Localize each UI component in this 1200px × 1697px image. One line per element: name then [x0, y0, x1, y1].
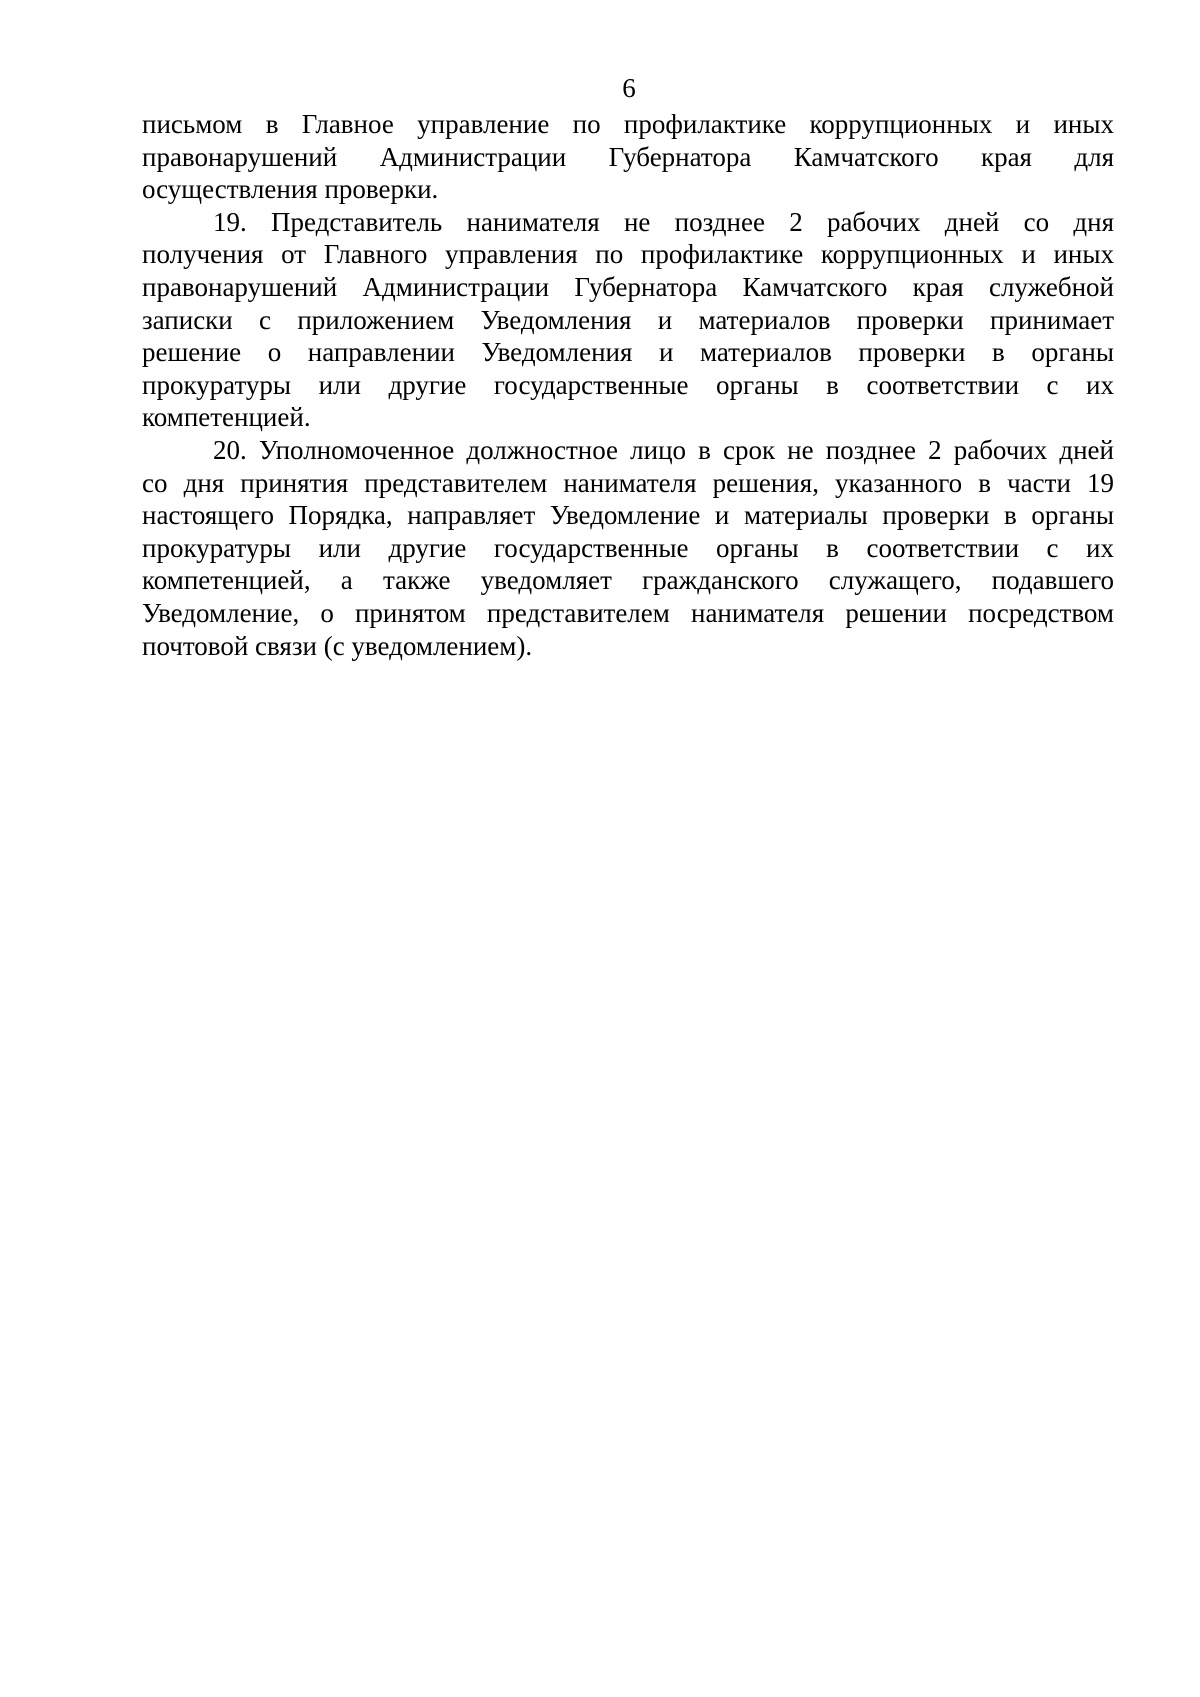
text-line: компетенцией. — [142, 402, 311, 433]
text-line: настоящего Порядка, направляет Уведомление и материалы проверки в органы — [142, 500, 1114, 531]
text-line: Уведомление, о принятом представителем нанимателя решении посредством — [142, 597, 1114, 628]
text-line: получения от Главного управления по профилактике коррупционных и иных — [142, 239, 1114, 270]
text-line: правонарушений Администрации Губернатора Камчатского края служебной — [142, 271, 1114, 302]
text-line: записки с приложением Уведомления и материалов проверки принимает — [142, 304, 1114, 335]
text-line: осуществления проверки. — [142, 174, 439, 205]
paragraph-item-19 — [142, 206, 1114, 434]
text-line: прокуратуры или другие государственные органы в соответствии с их — [142, 369, 1114, 400]
text-line: почтовой связи (с уведомлением). — [142, 630, 533, 661]
text-line: решение о направлении Уведомления и материалов проверки в органы — [142, 337, 1114, 368]
text-line: 20. Уполномоченное должностное лицо в срок не позднее 2 рабочих дней — [213, 434, 1114, 465]
page-number: 6 — [622, 73, 636, 103]
text-line: со дня принятия представителем нанимателя решения, указанного в части 19 — [142, 467, 1114, 498]
text-line: правонарушений Администрации Губернатора Камчатского края для — [142, 141, 1114, 172]
paragraph-item-20 — [142, 434, 1114, 662]
text-line: прокуратуры или другие государственные органы в соответствии с их — [142, 532, 1114, 563]
document-body — [142, 108, 1114, 662]
paragraph-continuation — [142, 108, 1114, 206]
text-line: 19. Представитель нанимателя не позднее 2 рабочих дней со дня — [213, 206, 1114, 237]
text-line: компетенцией, а также уведомляет гражданского служащего, подавшего — [142, 565, 1114, 596]
text-line: письмом в Главное управление по профилактике коррупционных и иных — [142, 109, 1114, 139]
